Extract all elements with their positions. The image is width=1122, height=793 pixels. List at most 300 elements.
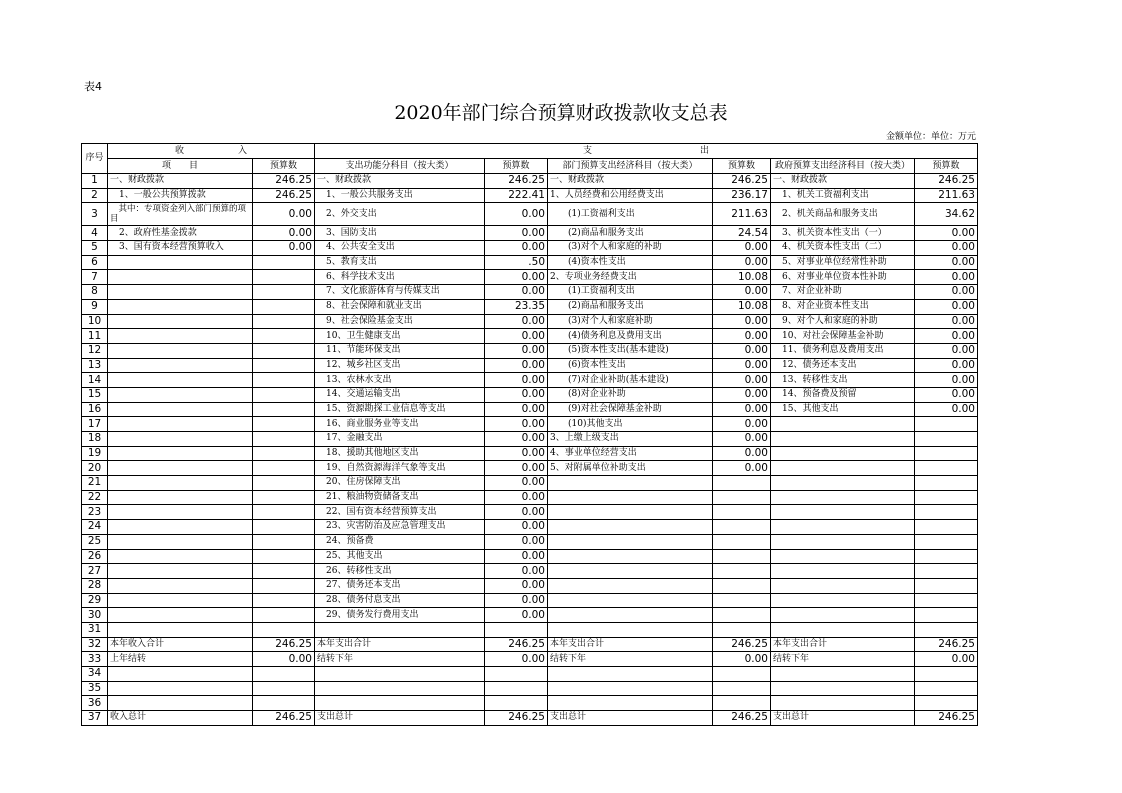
func-budget-cell: 0.00 <box>485 652 548 667</box>
header-row-top <box>82 144 978 159</box>
seq-cell: 30 <box>82 608 108 623</box>
header-budget-income: 预算数 <box>253 159 315 174</box>
income-budget-cell <box>253 564 315 579</box>
income-item-cell: 3、国有资本经营预算收入 <box>108 241 253 256</box>
func-subject-cell: 3、国防支出 <box>315 226 485 241</box>
gov-econ-cell <box>771 461 915 476</box>
func-budget-cell: 0.00 <box>485 432 548 447</box>
func-subject-cell: 1、一般公共服务支出 <box>315 188 485 203</box>
func-subject-cell: 21、粮油物资储备支出 <box>315 490 485 505</box>
table-row <box>82 188 978 203</box>
func-budget-cell: 0.00 <box>485 314 548 329</box>
income-item-cell <box>108 270 253 285</box>
gov-budget-cell <box>915 446 978 461</box>
table-row <box>82 417 978 432</box>
gov-econ-cell: 12、债务还本支出 <box>771 358 915 373</box>
income-budget-cell <box>253 681 315 696</box>
table-row <box>82 299 978 314</box>
table-row <box>82 270 978 285</box>
gov-budget-cell <box>915 505 978 520</box>
income-item-cell <box>108 667 253 682</box>
income-item-cell <box>108 343 253 358</box>
seq-cell: 37 <box>82 711 108 726</box>
func-budget-cell: 0.00 <box>485 203 548 226</box>
gov-econ-cell <box>771 520 915 535</box>
income-item-cell <box>108 432 253 447</box>
func-budget-cell: 0.00 <box>485 476 548 491</box>
func-budget-cell: 0.00 <box>485 241 548 256</box>
seq-cell: 36 <box>82 696 108 711</box>
gov-budget-cell: 0.00 <box>915 402 978 417</box>
seq-cell: 4 <box>82 226 108 241</box>
seq-cell: 3 <box>82 203 108 226</box>
income-item-cell <box>108 622 253 637</box>
func-subject-cell: 2、外交支出 <box>315 203 485 226</box>
func-subject-cell: 5、教育支出 <box>315 255 485 270</box>
dept-econ-cell <box>548 490 713 505</box>
gov-budget-cell: 246.25 <box>915 637 978 652</box>
func-subject-cell: 29、债务发行费用支出 <box>315 608 485 623</box>
seq-cell: 21 <box>82 476 108 491</box>
table-row <box>82 461 978 476</box>
gov-budget-cell: 0.00 <box>915 226 978 241</box>
func-subject-cell: 8、社会保障和就业支出 <box>315 299 485 314</box>
gov-budget-cell <box>915 593 978 608</box>
income-budget-cell <box>253 402 315 417</box>
func-budget-cell: 246.25 <box>485 711 548 726</box>
seq-cell: 12 <box>82 343 108 358</box>
table-row <box>82 681 978 696</box>
seq-cell: 23 <box>82 505 108 520</box>
func-budget-cell: 23.35 <box>485 299 548 314</box>
income-item-cell <box>108 608 253 623</box>
dept-econ-cell <box>548 681 713 696</box>
func-budget-cell: 0.00 <box>485 417 548 432</box>
dept-budget-cell: 0.00 <box>713 417 771 432</box>
gov-budget-cell: 0.00 <box>915 652 978 667</box>
seq-cell: 32 <box>82 637 108 652</box>
dept-budget-cell: 0.00 <box>713 446 771 461</box>
gov-econ-cell: 结转下年 <box>771 652 915 667</box>
table-row <box>82 564 978 579</box>
gov-budget-cell <box>915 696 978 711</box>
gov-budget-cell <box>915 520 978 535</box>
gov-budget-cell: 0.00 <box>915 329 978 344</box>
gov-budget-cell <box>915 432 978 447</box>
seq-cell: 25 <box>82 534 108 549</box>
func-subject-cell: 9、社会保险基金支出 <box>315 314 485 329</box>
income-budget-cell <box>253 314 315 329</box>
func-budget-cell: 0.00 <box>485 373 548 388</box>
income-item-cell <box>108 255 253 270</box>
seq-cell: 15 <box>82 387 108 402</box>
func-subject-cell: 19、自然资源海洋气象等支出 <box>315 461 485 476</box>
gov-econ-cell <box>771 432 915 447</box>
gov-econ-cell: 本年支出合计 <box>771 637 915 652</box>
dept-econ-cell: 2、专项业务经费支出 <box>548 270 713 285</box>
gov-econ-cell: 支出总计 <box>771 711 915 726</box>
gov-econ-cell <box>771 564 915 579</box>
seq-cell: 14 <box>82 373 108 388</box>
gov-econ-cell <box>771 490 915 505</box>
income-budget-cell <box>253 343 315 358</box>
func-subject-cell: 4、公共安全支出 <box>315 241 485 256</box>
dept-econ-cell <box>548 667 713 682</box>
func-budget-cell: 0.00 <box>485 461 548 476</box>
dept-econ-cell: (1)工资福利支出 <box>548 203 713 226</box>
table-row <box>82 608 978 623</box>
income-item-cell: 收入总计 <box>108 711 253 726</box>
table-row <box>82 549 978 564</box>
unit-label: 金额单位：单位：万元 <box>885 132 976 142</box>
table-row <box>82 667 978 682</box>
income-budget-cell <box>253 667 315 682</box>
table-row <box>82 343 978 358</box>
gov-econ-cell <box>771 417 915 432</box>
gov-econ-cell: 6、对事业单位资本性补助 <box>771 270 915 285</box>
func-budget-cell <box>485 667 548 682</box>
table-row <box>82 578 978 593</box>
header-expense: 支 出 <box>315 144 978 159</box>
income-budget-cell <box>253 476 315 491</box>
func-budget-cell <box>485 696 548 711</box>
func-budget-cell: 0.00 <box>485 285 548 300</box>
seq-cell: 34 <box>82 667 108 682</box>
func-subject-cell: 支出总计 <box>315 711 485 726</box>
dept-econ-cell <box>548 534 713 549</box>
seq-cell: 8 <box>82 285 108 300</box>
seq-cell: 24 <box>82 520 108 535</box>
gov-budget-cell <box>915 549 978 564</box>
func-subject-cell: 27、债务还本支出 <box>315 578 485 593</box>
header-budget-dept: 预算数 <box>713 159 771 174</box>
func-budget-cell: 0.00 <box>485 446 548 461</box>
income-item-cell <box>108 285 253 300</box>
income-budget-cell <box>253 461 315 476</box>
income-item-cell: 上年结转 <box>108 652 253 667</box>
seq-cell: 17 <box>82 417 108 432</box>
income-item-cell <box>108 534 253 549</box>
dept-budget-cell: 0.00 <box>713 358 771 373</box>
table-row <box>82 174 978 189</box>
gov-econ-cell <box>771 696 915 711</box>
table-row <box>82 637 978 652</box>
func-subject-cell: 13、农林水支出 <box>315 373 485 388</box>
dept-econ-cell: (3)对个人和家庭补助 <box>548 314 713 329</box>
gov-econ-cell <box>771 593 915 608</box>
income-item-cell <box>108 520 253 535</box>
table-row <box>82 314 978 329</box>
dept-econ-cell: (9)对社会保障基金补助 <box>548 402 713 417</box>
gov-budget-cell: 34.62 <box>915 203 978 226</box>
income-item-cell <box>108 314 253 329</box>
table-row <box>82 520 978 535</box>
func-subject-cell: 6、科学技术支出 <box>315 270 485 285</box>
gov-budget-cell: 0.00 <box>915 270 978 285</box>
dept-budget-cell: 0.00 <box>713 343 771 358</box>
table-row <box>82 241 978 256</box>
seq-cell: 5 <box>82 241 108 256</box>
income-budget-cell <box>253 446 315 461</box>
header-gov-econ: 政府预算支出经济科目（按大类） <box>771 159 915 174</box>
income-budget-cell <box>253 622 315 637</box>
gov-econ-cell: 一、财政拨款 <box>771 174 915 189</box>
seq-cell: 6 <box>82 255 108 270</box>
header-seq: 序号 <box>82 144 108 174</box>
table-row <box>82 593 978 608</box>
dept-budget-cell: 0.00 <box>713 329 771 344</box>
header-income: 收 入 <box>108 144 315 159</box>
income-item-cell: 2、政府性基金拨款 <box>108 226 253 241</box>
seq-cell: 28 <box>82 578 108 593</box>
func-budget-cell: 0.00 <box>485 343 548 358</box>
dept-econ-cell: (10)其他支出 <box>548 417 713 432</box>
func-subject-cell: 24、预备费 <box>315 534 485 549</box>
income-item-cell <box>108 299 253 314</box>
dept-budget-cell <box>713 490 771 505</box>
func-subject-cell: 22、国有资本经营预算支出 <box>315 505 485 520</box>
func-budget-cell: 0.00 <box>485 593 548 608</box>
dept-econ-cell: 5、对附属单位补助支出 <box>548 461 713 476</box>
dept-budget-cell <box>713 681 771 696</box>
func-budget-cell: 0.00 <box>485 358 548 373</box>
income-budget-cell <box>253 432 315 447</box>
func-subject-cell <box>315 622 485 637</box>
dept-econ-cell: (1)工资福利支出 <box>548 285 713 300</box>
func-budget-cell: 0.00 <box>485 549 548 564</box>
income-item-cell <box>108 387 253 402</box>
gov-budget-cell <box>915 578 978 593</box>
dept-budget-cell <box>713 549 771 564</box>
func-budget-cell: 0.00 <box>485 490 548 505</box>
dept-budget-cell: 236.17 <box>713 188 771 203</box>
income-budget-cell: 246.25 <box>253 711 315 726</box>
func-subject-cell: 12、城乡社区支出 <box>315 358 485 373</box>
header-item: 项 目 <box>108 159 253 174</box>
dept-budget-cell <box>713 696 771 711</box>
income-item-cell <box>108 490 253 505</box>
func-subject-cell: 23、灾害防治及应急管理支出 <box>315 520 485 535</box>
dept-budget-cell <box>713 578 771 593</box>
gov-econ-cell <box>771 446 915 461</box>
seq-cell: 31 <box>82 622 108 637</box>
income-budget-cell: 246.25 <box>253 174 315 189</box>
dept-budget-cell: 0.00 <box>713 285 771 300</box>
gov-econ-cell <box>771 681 915 696</box>
dept-budget-cell: 0.00 <box>713 432 771 447</box>
dept-budget-cell: 0.00 <box>713 241 771 256</box>
dept-budget-cell <box>713 622 771 637</box>
income-budget-cell <box>253 255 315 270</box>
header-row-sub <box>82 159 978 174</box>
func-subject-cell: 17、金融支出 <box>315 432 485 447</box>
income-budget-cell <box>253 593 315 608</box>
gov-budget-cell <box>915 490 978 505</box>
table-row <box>82 490 978 505</box>
table-row <box>82 711 978 726</box>
income-budget-cell <box>253 373 315 388</box>
gov-econ-cell: 3、机关资本性支出（一） <box>771 226 915 241</box>
dept-econ-cell: 结转下年 <box>548 652 713 667</box>
page-title: 2020年部门综合预算财政拨款收支总表 <box>394 102 728 124</box>
income-item-cell: 其中：专项资金列入部门预算的项目 <box>108 203 253 226</box>
income-budget-cell <box>253 505 315 520</box>
dept-econ-cell: 1、人员经费和公用经费支出 <box>548 188 713 203</box>
gov-budget-cell <box>915 622 978 637</box>
gov-econ-cell <box>771 578 915 593</box>
budget-table <box>81 143 978 726</box>
dept-budget-cell: 0.00 <box>713 255 771 270</box>
func-subject-cell <box>315 696 485 711</box>
seq-cell: 2 <box>82 188 108 203</box>
income-budget-cell <box>253 578 315 593</box>
seq-cell: 22 <box>82 490 108 505</box>
dept-budget-cell: 0.00 <box>713 461 771 476</box>
dept-econ-cell <box>548 476 713 491</box>
dept-budget-cell: 10.08 <box>713 270 771 285</box>
dept-econ-cell: (4)资本性支出 <box>548 255 713 270</box>
func-subject-cell <box>315 681 485 696</box>
func-budget-cell: 0.00 <box>485 520 548 535</box>
seq-cell: 16 <box>82 402 108 417</box>
gov-budget-cell: 0.00 <box>915 358 978 373</box>
dept-budget-cell: 0.00 <box>713 402 771 417</box>
income-budget-cell: 0.00 <box>253 241 315 256</box>
income-item-cell <box>108 578 253 593</box>
dept-econ-cell: (6)资本性支出 <box>548 358 713 373</box>
dept-budget-cell: 10.08 <box>713 299 771 314</box>
gov-econ-cell <box>771 667 915 682</box>
income-budget-cell <box>253 285 315 300</box>
gov-budget-cell <box>915 461 978 476</box>
dept-budget-cell <box>713 608 771 623</box>
func-budget-cell: 0.00 <box>485 226 548 241</box>
func-subject-cell: 18、援助其他地区支出 <box>315 446 485 461</box>
dept-econ-cell: 一、财政拨款 <box>548 174 713 189</box>
gov-econ-cell: 2、机关商品和服务支出 <box>771 203 915 226</box>
seq-cell: 27 <box>82 564 108 579</box>
seq-cell: 26 <box>82 549 108 564</box>
func-subject-cell: 14、交通运输支出 <box>315 387 485 402</box>
dept-budget-cell: 246.25 <box>713 711 771 726</box>
seq-cell: 33 <box>82 652 108 667</box>
gov-econ-cell <box>771 505 915 520</box>
dept-budget-cell: 0.00 <box>713 652 771 667</box>
dept-budget-cell: 246.25 <box>713 637 771 652</box>
func-budget-cell <box>485 622 548 637</box>
func-subject-cell: 11、节能环保支出 <box>315 343 485 358</box>
table-row <box>82 446 978 461</box>
income-budget-cell: 246.25 <box>253 637 315 652</box>
table-row <box>82 373 978 388</box>
dept-econ-cell: (4)债务利息及费用支出 <box>548 329 713 344</box>
dept-budget-cell <box>713 520 771 535</box>
income-budget-cell <box>253 520 315 535</box>
income-budget-cell <box>253 299 315 314</box>
dept-budget-cell <box>713 593 771 608</box>
seq-cell: 9 <box>82 299 108 314</box>
dept-budget-cell: 211.63 <box>713 203 771 226</box>
gov-budget-cell: 246.25 <box>915 711 978 726</box>
func-budget-cell: 0.00 <box>485 329 548 344</box>
dept-budget-cell: 0.00 <box>713 373 771 388</box>
func-subject-cell: 7、文化旅游体育与传媒支出 <box>315 285 485 300</box>
table-row <box>82 652 978 667</box>
gov-budget-cell: 0.00 <box>915 387 978 402</box>
dept-econ-cell: 本年支出合计 <box>548 637 713 652</box>
gov-budget-cell: 0.00 <box>915 299 978 314</box>
gov-econ-cell: 7、对企业补助 <box>771 285 915 300</box>
income-item-cell: 一、财政拨款 <box>108 174 253 189</box>
dept-budget-cell: 0.00 <box>713 314 771 329</box>
income-item-cell <box>108 461 253 476</box>
seq-cell: 35 <box>82 681 108 696</box>
func-budget-cell: 0.00 <box>485 505 548 520</box>
dept-budget-cell <box>713 667 771 682</box>
func-budget-cell: 0.00 <box>485 564 548 579</box>
dept-budget-cell: 246.25 <box>713 174 771 189</box>
gov-budget-cell: 211.63 <box>915 188 978 203</box>
dept-budget-cell: 24.54 <box>713 226 771 241</box>
func-subject-cell: 16、商业服务业等支出 <box>315 417 485 432</box>
income-budget-cell <box>253 417 315 432</box>
dept-econ-cell <box>548 608 713 623</box>
dept-econ-cell: 3、上缴上级支出 <box>548 432 713 447</box>
gov-econ-cell <box>771 476 915 491</box>
income-item-cell <box>108 373 253 388</box>
gov-econ-cell: 4、机关资本性支出（二） <box>771 241 915 256</box>
income-budget-cell <box>253 549 315 564</box>
gov-budget-cell: 0.00 <box>915 255 978 270</box>
income-item-cell: 1、一般公共预算拨款 <box>108 188 253 203</box>
gov-econ-cell: 14、预备费及预留 <box>771 387 915 402</box>
func-subject-cell <box>315 667 485 682</box>
income-item-cell <box>108 358 253 373</box>
func-subject-cell: 10、卫生健康支出 <box>315 329 485 344</box>
seq-cell: 19 <box>82 446 108 461</box>
table-row <box>82 432 978 447</box>
gov-econ-cell: 11、债务利息及费用支出 <box>771 343 915 358</box>
dept-econ-cell <box>548 696 713 711</box>
table-row <box>82 285 978 300</box>
dept-econ-cell <box>548 622 713 637</box>
gov-budget-cell <box>915 476 978 491</box>
gov-budget-cell: 0.00 <box>915 343 978 358</box>
gov-budget-cell <box>915 681 978 696</box>
func-subject-cell: 一、财政拨款 <box>315 174 485 189</box>
table-row <box>82 255 978 270</box>
seq-cell: 29 <box>82 593 108 608</box>
gov-econ-cell <box>771 608 915 623</box>
dept-econ-cell: (2)商品和服务支出 <box>548 226 713 241</box>
table-row <box>82 226 978 241</box>
gov-budget-cell: 246.25 <box>915 174 978 189</box>
dept-econ-cell <box>548 593 713 608</box>
seq-cell: 13 <box>82 358 108 373</box>
header-budget-func: 预算数 <box>485 159 548 174</box>
func-budget-cell: 0.00 <box>485 387 548 402</box>
seq-cell: 7 <box>82 270 108 285</box>
income-item-cell <box>108 505 253 520</box>
gov-econ-cell: 10、对社会保障基金补助 <box>771 329 915 344</box>
dept-econ-cell <box>548 578 713 593</box>
seq-cell: 1 <box>82 174 108 189</box>
gov-budget-cell: 0.00 <box>915 285 978 300</box>
func-subject-cell: 25、其他支出 <box>315 549 485 564</box>
gov-econ-cell <box>771 622 915 637</box>
income-item-cell <box>108 329 253 344</box>
func-budget-cell: 0.00 <box>485 578 548 593</box>
